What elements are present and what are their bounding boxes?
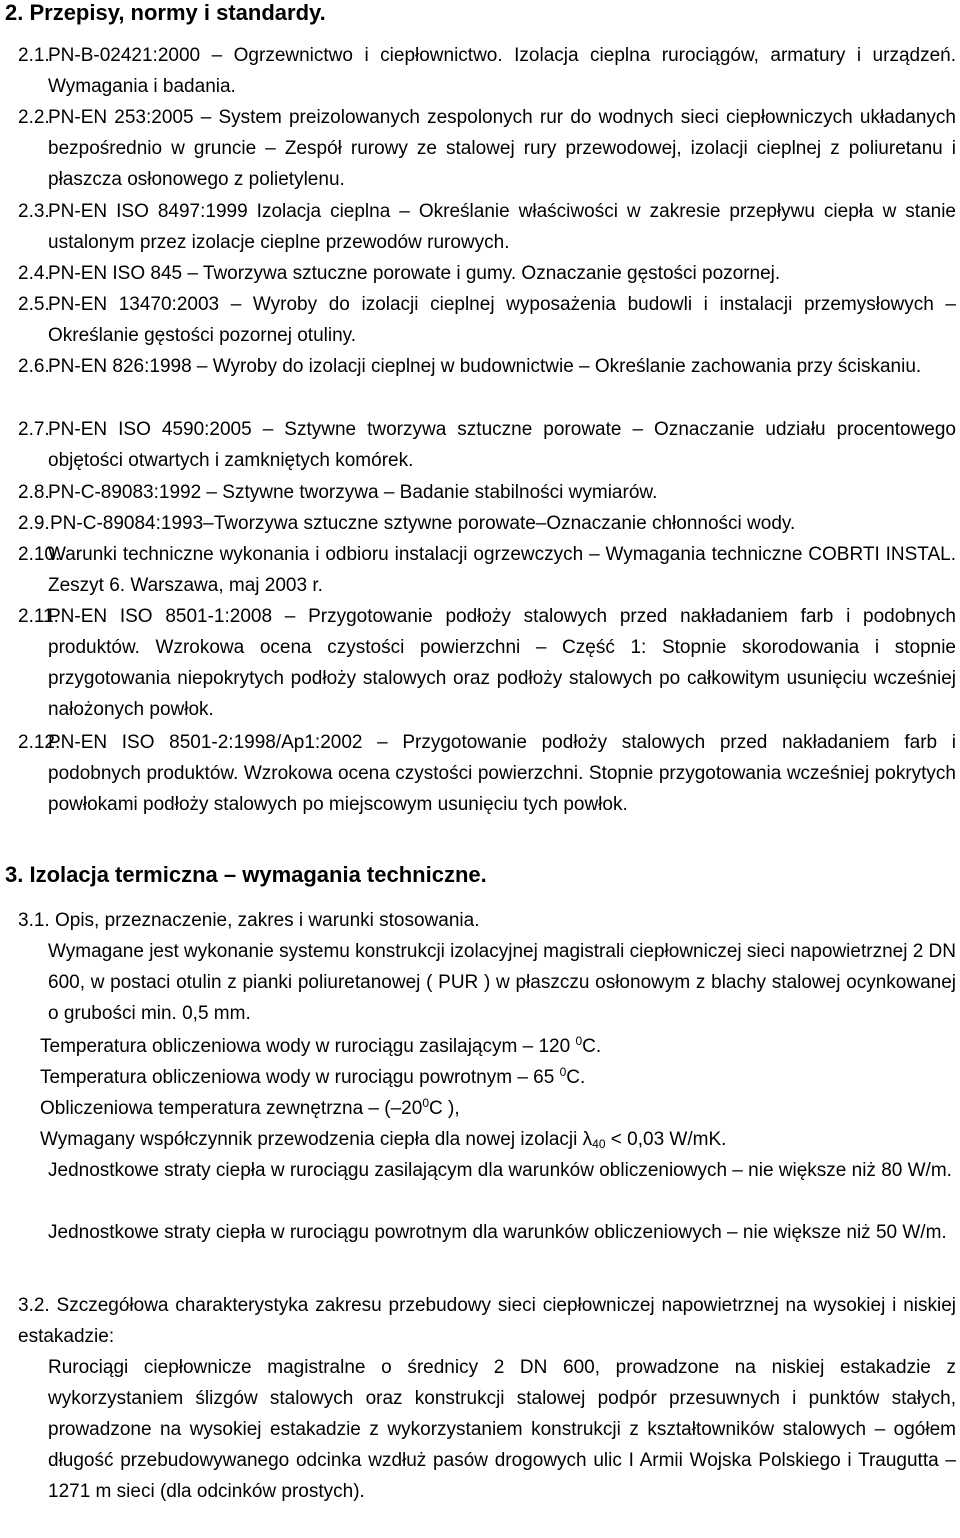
item-number: 2.12. [18,732,61,753]
supply-heat-loss-paragraph: Jednostkowe straty ciepła w rurociągu zasilającym dla warunków obliczeniowych – nie większe niż 80 W/m. [48,1160,952,1181]
item-number: 2.6. [18,356,50,377]
item-number: 2.8. [18,482,50,503]
item-number: 2.5. [18,294,50,315]
list-item [18,508,956,539]
item-number: 2.11. [18,606,59,627]
item-text: PN-EN ISO 845 – Tworzywa sztuczne porowate i gumy. Oznaczanie gęstości pozornej. [48,263,781,284]
description-paragraph: Wymagane jest wykonanie systemu konstrukcji izolacyjnej magistrali ciepłowniczej sieci napowietrznej 2 DN 600, w postaci otulin z pianki poliuretanowej ( PUR ) w płaszczu osłonowym z blachy stalowej ocynkowanej o grubości min. 0,5 mm. [48,941,956,1024]
list-item [18,40,956,102]
list-item [18,351,956,382]
list-item [18,102,956,195]
section-3-heading: 3. Izolacja termiczna – wymagania techniczne. [5,862,487,887]
item-number: 2.1. [18,45,50,66]
item-number: 2.2. [18,107,50,128]
return-heat-loss-paragraph: Jednostkowe straty ciepła w rurociągu powrotnym dla warunków obliczeniowych – nie większe niż 50 W/m. [48,1222,947,1243]
item-text: PN-EN 253:2005 – System preizolowanych zespolonych rur do wodnych sieci ciepłowniczych układanych bezpośrednio w gruncie – Zespół rurowy ze stalowej rury przewodowej, izolacji cieplnej z poliuretanu i płaszcza osłonowego z polietylenu. [48,107,956,190]
item-text: PN-B-02421:2000 – Ogrzewnictwo i ciepłownictwo. Izolacja cieplna rurociągów, armatury i urządzeń. Wymagania i badania. [48,45,956,97]
external-temperature-line: Obliczeniowa temperatura zewnętrzna – ($-20^0C$ ), [40,1096,460,1119]
item-number: 2.10. [18,544,61,565]
section-2-heading: 2. Przepisy, normy i standardy. [5,0,326,25]
list-item [18,601,956,725]
list-item [18,727,956,820]
list-item [18,477,956,508]
item-text: PN-EN ISO 8501-1:2008 – Przygotowanie podłoży stalowych przed nakładaniem farb i podobnych produktów. Wzrokowa ocena czystości powierzchni – Część 1: Stopnie skorodowania i stopnie przygotowania niepokrytych podłoży stalowych oraz podłoży stalowych po całkowitym usunięciu wcześniej nałożonych powłok. [48,606,956,720]
item-text: PN-EN ISO 4590:2005 – Sztywne tworzywa sztuczne porowate – Oznaczanie udziału procentowego objętości otwartych i zamkniętych komórek. [48,419,956,471]
list-item [18,289,956,351]
item-number: 2.4. [18,263,50,284]
item-text: PN-C-89083:1992 – Sztywne tworzywa – Badanie stabilności wymiarów. [48,482,658,503]
item-text: PN-EN ISO 8497:1999 Izolacja cieplna – Określanie właściwości w zakresie przepływu ciepła w stanie ustalonym przez izolacje cieplne przewodów rurowych. [48,201,956,253]
item-number: 2.3. [18,201,50,222]
item-number: 2.7. [18,419,50,440]
item-number: 2.9. [18,513,50,534]
lambda-requirement-line: Wymagany współczynnik przewodzenia ciepła dla nowej izolacji $\lambda_{40} < 0,03$ W/mK. [40,1129,727,1151]
item-text: Warunki techniczne wykonania i odbioru instalacji ogrzewczych – Wymagania techniczne COBRTI INSTAL. Zeszyt 6. Warszawa, maj 2003 r. [48,544,956,596]
list-item [18,539,956,601]
supply-temperature-line: Temperatura obliczeniowa wody w rurociągu zasilającym – 120 $^0$C. [40,1034,602,1057]
list-item [18,258,956,289]
item-text: PN-EN 13470:2003 – Wyroby do izolacji cieplnej wyposażenia budowli i instalacji przemysłowych – Określanie gęstości pozornej otuliny. [48,294,956,346]
list-item [18,414,956,476]
subsection-3-1-title: 3.1. Opis, przeznaczenie, zakres i warunki stosowania. [18,910,480,931]
item-text: PN-EN ISO 8501-2:1998/Ap1:2002 – Przygotowanie podłoży stalowych przed nakładaniem farb i podobnych produktów. Wzrokowa ocena czystości powierzchni. Stopnie przygotowania wcześniej pokrytych powłokami podłoży stalowych po miejscowym usunięciu tych powłok. [48,732,956,815]
item-text: PN-C-89084:1993–Tworzywa sztuczne sztywne porowate–Oznaczanie chłonności wody. [50,513,796,534]
scope-paragraph: Rurociągi ciepłownicze magistralne o średnicy 2 DN 600, prowadzone na niskiej estakadzie z wykorzystaniem ślizgów stalowych oraz konstrukcji stalowej podpór przesuwnych i punktów stałych, prowadzone na wysokiej estakadzie z wykorzystaniem konstrukcji z kształtowników stalowych – ogółem długość przebudowywanego odcinka wzdłuż pasów drogowych ulic I Armii Wojska Polskiego i Traugutta – 1271 m sieci (dla odcinków prostych). [48,1357,956,1502]
item-text: PN-EN 826:1998 – Wyroby do izolacji cieplnej w budownictwie – Określanie zachowania przy ściskaniu. [48,356,922,377]
list-item [18,196,956,258]
return-temperature-line: Temperatura obliczeniowa wody w rurociągu powrotnym – 65 $^0$C. [40,1065,586,1088]
subsection-3-2-title: 3.2. Szczegółowa charakterystyka zakresu przebudowy sieci ciepłowniczej napowietrznej na wysokiej i niskiej estakadzie: [18,1295,956,1347]
